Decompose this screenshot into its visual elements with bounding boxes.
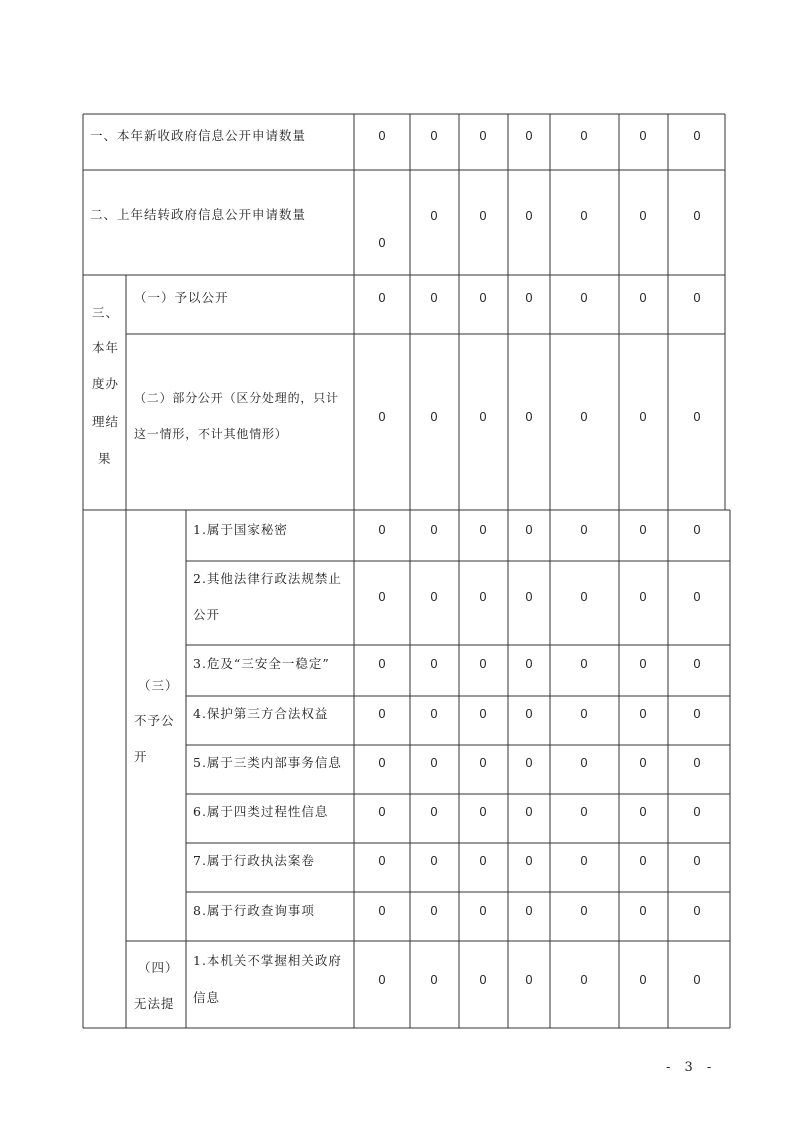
cell-value: 0 bbox=[693, 854, 701, 868]
cell-value: 0 bbox=[378, 523, 386, 537]
cell-value: 0 bbox=[693, 291, 701, 305]
cell-value: 0 bbox=[693, 756, 701, 770]
cell-value: 0 bbox=[525, 657, 533, 671]
cell-value: 0 bbox=[693, 973, 701, 987]
cell-value: 0 bbox=[693, 657, 701, 671]
cell-value: 0 bbox=[430, 129, 438, 143]
cell-value: 0 bbox=[378, 236, 386, 250]
cell-value: 0 bbox=[525, 854, 533, 868]
cell-value: 0 bbox=[430, 657, 438, 671]
cell-value: 0 bbox=[430, 410, 438, 424]
cell-value: 0 bbox=[639, 291, 647, 305]
row-new-requests-label: 一、本年新收政府信息公开申请数量 bbox=[90, 128, 307, 143]
cell-value: 0 bbox=[378, 410, 386, 424]
cell-value: 0 bbox=[430, 707, 438, 721]
cell-value: 0 bbox=[580, 973, 588, 987]
cell-value: 0 bbox=[580, 129, 588, 143]
cell-value: 0 bbox=[580, 410, 588, 424]
sub1-label: （一）予以公开 bbox=[134, 290, 229, 305]
cell-value: 0 bbox=[430, 756, 438, 770]
sub3-label: （三） bbox=[138, 678, 179, 693]
cell-value: 0 bbox=[580, 805, 588, 819]
cell-value: 0 bbox=[479, 657, 487, 671]
cell-value: 0 bbox=[580, 291, 588, 305]
cell-value: 0 bbox=[525, 904, 533, 918]
cell-value: 0 bbox=[693, 590, 701, 604]
cell-value: 0 bbox=[693, 410, 701, 424]
cell-value: 0 bbox=[639, 973, 647, 987]
cell-value: 0 bbox=[693, 805, 701, 819]
cell-value: 0 bbox=[639, 209, 647, 223]
item-label: 3.危及“三安全一稳定” bbox=[193, 656, 330, 671]
cell-value: 0 bbox=[525, 973, 533, 987]
cell-value: 0 bbox=[580, 756, 588, 770]
cell-value: 0 bbox=[639, 854, 647, 868]
cell-value: 0 bbox=[580, 657, 588, 671]
cell-value: 0 bbox=[639, 904, 647, 918]
cell-value: 0 bbox=[525, 129, 533, 143]
cell-value: 0 bbox=[525, 805, 533, 819]
sub4-label: 无法提 bbox=[134, 996, 175, 1011]
cell-value: 0 bbox=[580, 854, 588, 868]
cell-value: 0 bbox=[580, 209, 588, 223]
sub4-label: （四） bbox=[138, 960, 179, 975]
cell-value: 0 bbox=[639, 707, 647, 721]
section3-label: 本年 bbox=[92, 340, 120, 355]
cell-value: 0 bbox=[378, 657, 386, 671]
cell-value: 0 bbox=[525, 209, 533, 223]
cell-value: 0 bbox=[479, 523, 487, 537]
cell-value: 0 bbox=[378, 590, 386, 604]
cell-value: 0 bbox=[479, 209, 487, 223]
item-label: 2.其他法律行政法规禁止 bbox=[193, 571, 342, 586]
cell-value: 0 bbox=[479, 805, 487, 819]
cell-value: 0 bbox=[479, 291, 487, 305]
cell-value: 0 bbox=[479, 410, 487, 424]
cell-value: 0 bbox=[479, 854, 487, 868]
sub2-label: （二）部分公开（区分处理的，只计 bbox=[134, 391, 339, 405]
cell-value: 0 bbox=[693, 707, 701, 721]
item-label: 4.保护第三方合法权益 bbox=[193, 706, 329, 721]
section3-label: 度办 bbox=[92, 376, 120, 391]
cell-value: 0 bbox=[479, 129, 487, 143]
cell-value: 0 bbox=[580, 590, 588, 604]
section3-label: 三、 bbox=[92, 305, 120, 320]
cell-value: 0 bbox=[525, 291, 533, 305]
cell-value: 0 bbox=[378, 129, 386, 143]
cell-value: 0 bbox=[525, 523, 533, 537]
sub3-label: 开 bbox=[134, 749, 148, 764]
cell-value: 0 bbox=[378, 854, 386, 868]
item-label: 6.属于四类过程性信息 bbox=[193, 804, 329, 819]
cell-value: 0 bbox=[693, 209, 701, 223]
cell-value: 0 bbox=[430, 590, 438, 604]
cell-value: 0 bbox=[580, 707, 588, 721]
cell-value: 0 bbox=[639, 410, 647, 424]
cell-value: 0 bbox=[378, 707, 386, 721]
cell-value: 0 bbox=[525, 707, 533, 721]
cell-value: 0 bbox=[479, 756, 487, 770]
item-label: 8.属于行政查询事项 bbox=[193, 903, 315, 918]
cell-value: 0 bbox=[580, 523, 588, 537]
cell-value: 0 bbox=[430, 854, 438, 868]
cell-value: 0 bbox=[693, 129, 701, 143]
item-label: 信息 bbox=[193, 990, 221, 1005]
cell-value: 0 bbox=[378, 973, 386, 987]
sub2-label: 这一情形，不计其他情形） bbox=[134, 427, 288, 441]
sub3-label: 不予公 bbox=[134, 713, 175, 728]
cell-value: 0 bbox=[693, 904, 701, 918]
cell-value: 0 bbox=[430, 904, 438, 918]
cell-value: 0 bbox=[479, 973, 487, 987]
cell-value: 0 bbox=[639, 590, 647, 604]
cell-value: 0 bbox=[639, 805, 647, 819]
cell-value: 0 bbox=[525, 756, 533, 770]
cell-value: 0 bbox=[693, 523, 701, 537]
cell-value: 0 bbox=[639, 523, 647, 537]
cell-value: 0 bbox=[378, 291, 386, 305]
item-label: 1.属于国家秘密 bbox=[193, 522, 288, 537]
cell-value: 0 bbox=[378, 756, 386, 770]
cell-value: 0 bbox=[525, 590, 533, 604]
cell-value: 0 bbox=[430, 291, 438, 305]
cell-value: 0 bbox=[479, 904, 487, 918]
cell-value: 0 bbox=[639, 756, 647, 770]
cell-value: 0 bbox=[430, 523, 438, 537]
cell-value: 0 bbox=[430, 209, 438, 223]
cell-value: 0 bbox=[479, 707, 487, 721]
cell-value: 0 bbox=[430, 973, 438, 987]
cell-value: 0 bbox=[525, 410, 533, 424]
cell-value: 0 bbox=[378, 904, 386, 918]
section3-label: 果 bbox=[98, 451, 112, 466]
cell-value: 0 bbox=[580, 904, 588, 918]
cell-value: 0 bbox=[430, 805, 438, 819]
item-label: 7.属于行政执法案卷 bbox=[193, 853, 315, 868]
cell-value: 0 bbox=[479, 590, 487, 604]
item-label: 公开 bbox=[193, 607, 221, 622]
row-carryover-label: 二、上年结转政府信息公开申请数量 bbox=[90, 207, 307, 222]
item-label: 5.属于三类内部事务信息 bbox=[193, 755, 342, 770]
section3-label: 理结 bbox=[92, 414, 120, 429]
page-number: - 3 - bbox=[666, 1060, 717, 1075]
cell-value: 0 bbox=[378, 805, 386, 819]
cell-value: 0 bbox=[639, 657, 647, 671]
cell-value: 0 bbox=[639, 129, 647, 143]
item-label: 1.本机关不掌握相关政府 bbox=[193, 953, 342, 968]
